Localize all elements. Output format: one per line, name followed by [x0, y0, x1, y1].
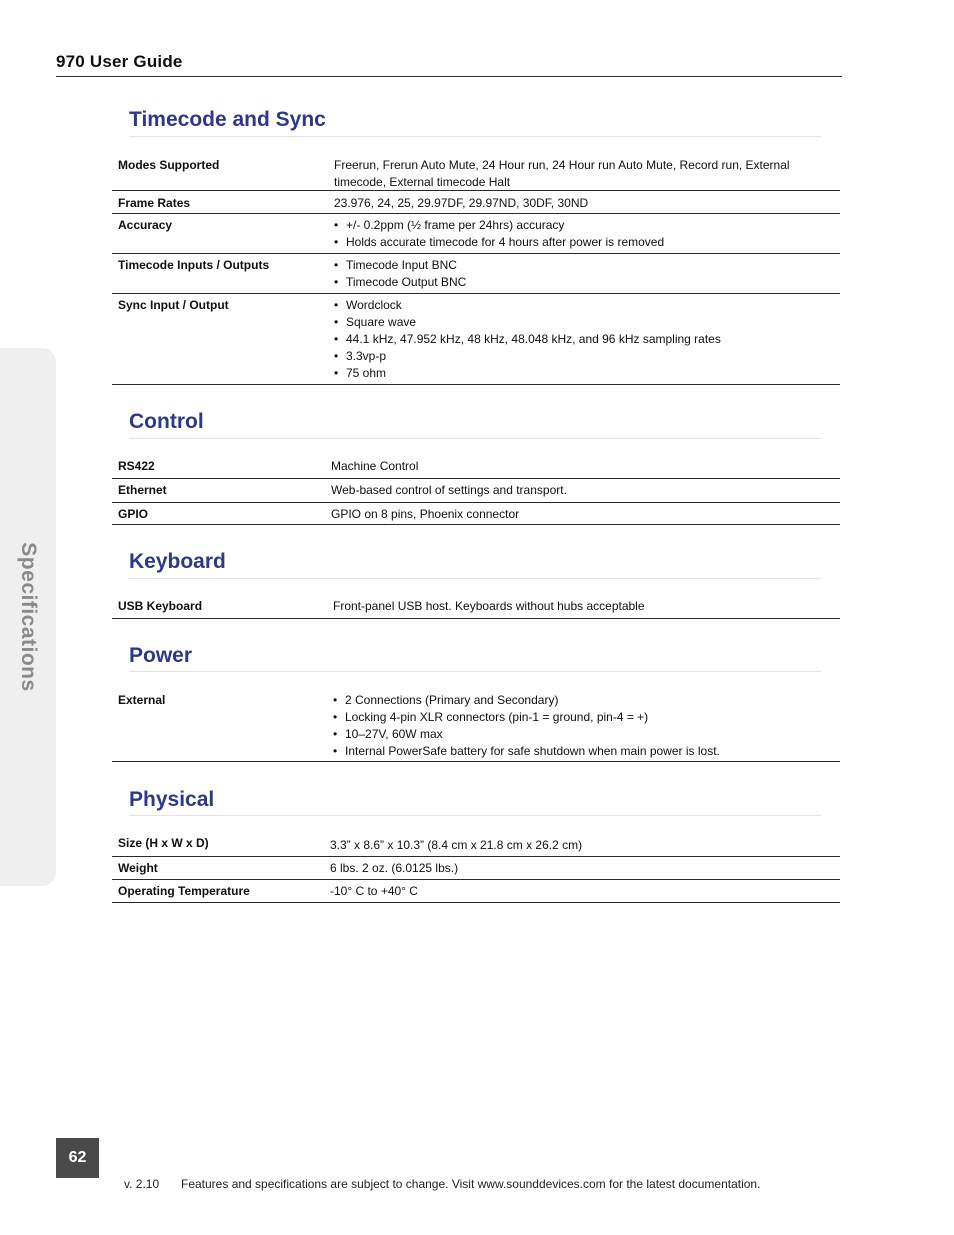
- table-row: [112, 834, 840, 857]
- spec-label: Ethernet: [118, 483, 167, 497]
- bullet-item: • Holds accurate timecode for 4 hours after power is removed: [332, 234, 840, 251]
- table-row: [112, 254, 840, 294]
- spec-value: -10° C to +40° C: [330, 884, 418, 898]
- timecode-spec-table: [112, 154, 840, 385]
- section-divider: [129, 136, 821, 137]
- section-title-power: Power: [129, 644, 193, 667]
- section-title-physical: Physical: [129, 788, 215, 811]
- spec-value: [332, 217, 840, 253]
- spec-value: Front-panel USB host. Keyboards without hubs acceptable: [333, 599, 645, 613]
- spec-value: Freerun, Frerun Auto Mute, 24 Hour run, 24 Hour run Auto Mute, Record run, External timecode, External timecode Halt: [334, 158, 790, 189]
- section-title-control: Control: [129, 410, 204, 433]
- bullet-item: • Timecode Output BNC: [332, 274, 840, 291]
- spec-label: Modes Supported: [118, 158, 220, 172]
- table-row: [112, 503, 840, 525]
- bullet-list: [331, 692, 840, 760]
- bullet-item: • Locking 4-pin XLR connectors (pin-1 = ground, pin-4 = +): [331, 709, 840, 726]
- spec-value: Machine Control: [331, 459, 419, 473]
- physical-spec-table: [112, 834, 840, 903]
- bullet-item: • Timecode Input BNC: [332, 257, 840, 274]
- table-row: [112, 857, 840, 880]
- footer-disclaimer: Features and specifications are subject to change. Visit www.sounddevices.com for the latest documentation.: [181, 1177, 761, 1191]
- section-divider: [129, 671, 821, 672]
- spec-label: Timecode Inputs / Outputs: [118, 258, 270, 272]
- keyboard-spec-table: [112, 596, 840, 619]
- spec-label: Size (H x W x D): [118, 836, 209, 850]
- spec-label: External: [118, 693, 166, 707]
- bullet-item: • Internal PowerSafe battery for safe shutdown when main power is lost.: [331, 743, 840, 760]
- header-divider: [56, 76, 842, 77]
- spec-value: [332, 297, 840, 384]
- bullet-item: • +/- 0.2ppm (½ frame per 24hrs) accuracy: [332, 217, 840, 234]
- spec-label: GPIO: [118, 507, 149, 521]
- guide-title: 970 User Guide: [56, 52, 183, 71]
- spec-value: [332, 257, 840, 293]
- spec-label: RS422: [118, 459, 155, 473]
- spec-label: Weight: [118, 861, 158, 875]
- bullet-item: • 10–27V, 60W max: [331, 726, 840, 743]
- spec-value: 3.3” x 8.6” x 10.3” (8.4 cm x 21.8 cm x 26.2 cm): [330, 838, 583, 852]
- bullet-item: • 75 ohm: [332, 365, 840, 382]
- spec-label: Operating Temperature: [118, 884, 250, 898]
- section-divider: [129, 578, 821, 579]
- table-row: [112, 479, 840, 503]
- section-divider: [129, 438, 821, 439]
- spec-label: Accuracy: [118, 218, 173, 232]
- spec-label: Sync Input / Output: [118, 298, 229, 312]
- spec-label: USB Keyboard: [118, 599, 203, 613]
- bullet-list: [332, 297, 840, 382]
- bullet-item: • 44.1 kHz, 47.952 kHz, 48 kHz, 48.048 kHz, and 96 kHz sampling rates: [332, 331, 840, 348]
- control-spec-table: [112, 456, 840, 525]
- power-spec-table: [112, 690, 840, 762]
- page-number: 62: [56, 1138, 99, 1178]
- spec-value: GPIO on 8 pins, Phoenix connector: [331, 507, 520, 521]
- spec-value: Web-based control of settings and transport.: [331, 483, 567, 497]
- table-row: [112, 294, 840, 385]
- bullet-item: • Square wave: [332, 314, 840, 331]
- bullet-list: [332, 257, 840, 291]
- table-row: [112, 154, 840, 191]
- section-title-keyboard: Keyboard: [129, 550, 226, 573]
- table-row: [112, 214, 840, 254]
- side-tab-label: Specifications: [17, 542, 40, 692]
- section-title-timecode: Timecode and Sync: [129, 108, 326, 131]
- bullet-item: • 2 Connections (Primary and Secondary): [331, 692, 840, 709]
- section-divider: [129, 815, 821, 816]
- bullet-item: • 3.3vp-p: [332, 348, 840, 365]
- table-row: [112, 456, 840, 479]
- table-row: [112, 596, 840, 619]
- spec-value: [331, 692, 840, 761]
- footer-version: v. 2.10: [124, 1177, 160, 1191]
- table-row: [112, 690, 840, 762]
- bullet-item: • Wordclock: [332, 297, 840, 314]
- table-row: [112, 191, 840, 214]
- spec-value: 23.976, 24, 25, 29.97DF, 29.97ND, 30DF, 30ND: [334, 196, 589, 210]
- bullet-list: [332, 217, 840, 251]
- table-row: [112, 880, 840, 903]
- spec-label: Frame Rates: [118, 196, 191, 210]
- spec-value: 6 lbs. 2 oz. (6.0125 lbs.): [330, 861, 459, 875]
